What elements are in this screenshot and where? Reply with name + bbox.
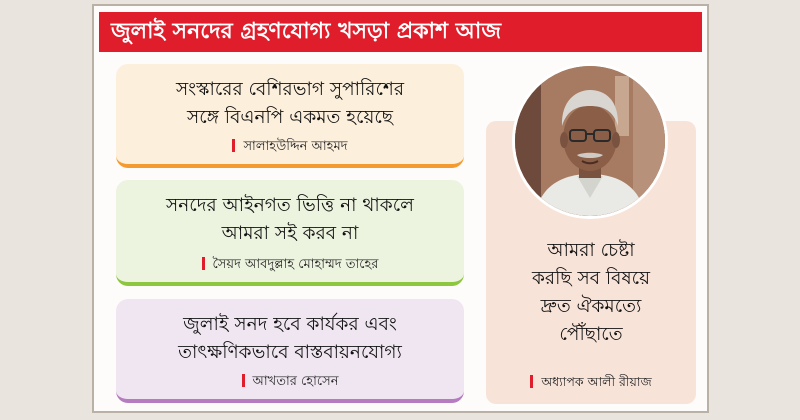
quote-card-2 xyxy=(116,180,464,286)
headline-banner xyxy=(99,12,702,52)
quote-attribution xyxy=(116,255,464,276)
quote-text xyxy=(126,76,454,132)
infographic-frame xyxy=(92,4,709,413)
quote-attribution xyxy=(116,137,464,158)
headline-text: জুলাই সনদের গ্রহণযোগ্য খসড়া প্রকাশ আজ xyxy=(111,19,502,44)
speaker-name: সালাহউদ্দিন আহমদ xyxy=(243,139,348,154)
quote-attribution xyxy=(116,372,464,393)
quote-line: সঙ্গে বিএনপি একমত হয়েছে xyxy=(187,107,393,128)
quote-text xyxy=(126,192,454,248)
attribution-marker xyxy=(242,374,245,387)
featured-quote-text xyxy=(498,237,684,349)
quote-line: আমরা সই করব না xyxy=(221,223,359,244)
speaker-name: সৈয়দ আবদুল্লাহ মোহাম্মদ তাহের xyxy=(212,257,379,272)
quote-line: তাৎক্ষণিকভাবে বাস্তবায়নযোগ্য xyxy=(178,342,402,363)
quote-text xyxy=(126,311,454,367)
speaker-name: অধ্যাপক আলী রীয়াজ xyxy=(541,374,652,389)
attribution-marker xyxy=(232,139,235,152)
portrait-illustration xyxy=(515,66,665,216)
quote-line: আমরা চেষ্টা xyxy=(547,240,635,261)
quote-card-3 xyxy=(116,299,464,403)
quote-card-1 xyxy=(116,64,464,168)
attribution-marker xyxy=(202,257,205,270)
speaker-portrait xyxy=(512,63,668,219)
quote-line: সনদের আইনগত ভিত্তি না থাকলে xyxy=(166,195,414,216)
quote-line: দ্রুত ঐকমত্যে xyxy=(540,296,642,317)
quote-line: করছি সব বিষয়ে xyxy=(531,268,651,289)
featured-attribution xyxy=(480,374,702,394)
quote-line: পৌঁছাতে xyxy=(559,324,623,345)
quote-line: জুলাই সনদ হবে কার্যকর এবং xyxy=(183,314,397,335)
attribution-marker xyxy=(530,375,533,388)
quote-line: সংস্কারের বেশিরভাগ সুপারিশের xyxy=(175,79,405,100)
speaker-name: আখতার হোসেন xyxy=(252,374,339,389)
featured-quote xyxy=(480,61,702,404)
